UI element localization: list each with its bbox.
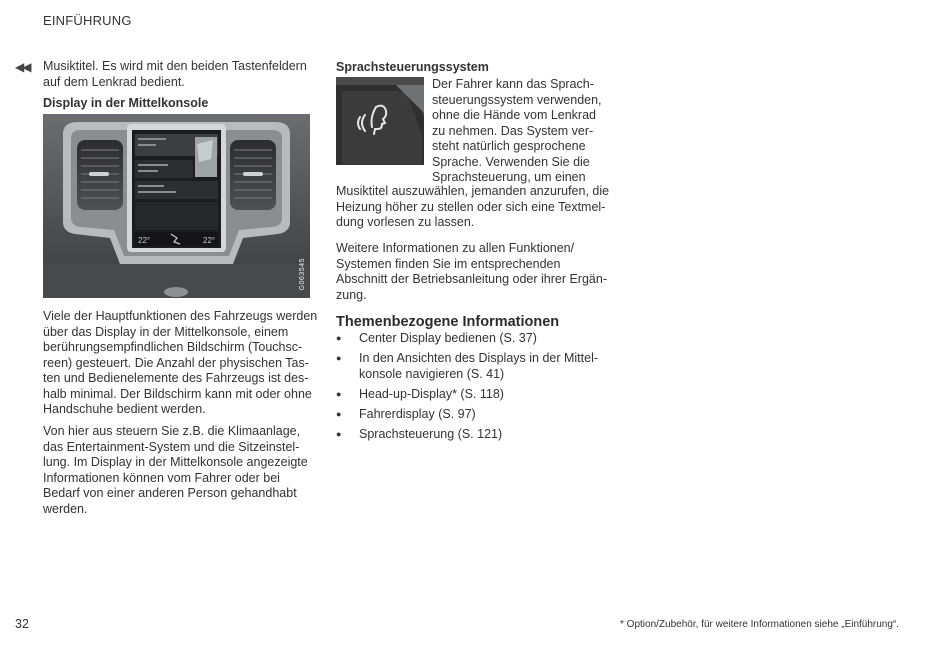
text-line: Bedarf von einer anderen Person gehandhabt (43, 486, 297, 500)
related-link-center-display[interactable]: ● Center Display bedienen (S. 37) (359, 331, 537, 345)
text-line: zu nehmen. Das System ver- (432, 123, 594, 138)
figure-code: G063545 (299, 257, 306, 290)
page-number: 32 (15, 617, 29, 631)
list-item[interactable] (336, 351, 611, 382)
text-line: Sprachsteuerung, um einen (432, 170, 586, 184)
text-line: dung vorlesen zu lassen. (336, 215, 475, 229)
screen-temp-right: 22° (203, 236, 216, 245)
right-wrap-text (432, 77, 612, 186)
text-line: Musiktitel auszuwählen, jemanden anzurufen, die (336, 184, 610, 198)
list-item[interactable] (336, 407, 611, 423)
text-line: steuerungssystem verwenden, (432, 92, 602, 107)
right-paragraph-continuation (336, 184, 610, 231)
text-line: Von hier aus steuern Sie z.B. die Klimaanlage, (43, 424, 301, 438)
text-line: werden. (43, 501, 88, 516)
related-link-display-navigation[interactable]: ● In den Ansichten des Displays in der Mittel- (359, 351, 599, 365)
left-column-intro (43, 59, 313, 90)
related-info-list (336, 331, 611, 447)
related-link-sprachsteuerung[interactable]: ● Sprachsteuerung (S. 121) (359, 426, 503, 441)
text-line: Musiktitel. Es wird mit den beiden Tastenfeldern (43, 59, 307, 73)
text-line: Der Fahrer kann das Sprach- (432, 77, 594, 91)
left-paragraph-2 (43, 424, 313, 517)
screen-temp-left: 22° (138, 236, 151, 245)
text-line: berührungsempfindlichen Bildschirm (Touchsc- (43, 340, 303, 354)
text-line: Sprache. Verwenden Sie die (432, 154, 590, 169)
left-paragraph-1 (43, 309, 318, 418)
text-line: reen) gesteuert. Die Anzahl der physischen Tas- (43, 355, 309, 370)
text-line: steht natürlich gesprochene (432, 139, 586, 153)
subheading-sprachsteuerung: Sprachsteuerungssystem (336, 60, 489, 74)
text-line: Informationen können vom Fahrer oder bei (43, 470, 280, 485)
footnote: * Option/Zubehör, für weitere Informationen siehe „Einführung“. (620, 619, 900, 630)
list-item[interactable] (336, 387, 611, 403)
list-item[interactable] (336, 427, 611, 443)
right-paragraph-2 (336, 241, 606, 303)
text-line: auf dem Lenkrad bedient. (43, 74, 185, 89)
text-line: Abschnitt der Betriebsanleitung oder ihrer Ergän- (336, 272, 607, 286)
list-item[interactable] (336, 331, 611, 347)
related-info-heading: Themenbezogene Informationen (336, 314, 560, 330)
text-line: Handschuhe bedient werden. (43, 402, 206, 416)
voice-control-button-icon (336, 77, 424, 165)
text-line: das Entertainment-System und die Sitzeinstel- (43, 439, 300, 454)
related-link-display-navigation-cont[interactable]: konsole navigieren (S. 41) (359, 366, 505, 381)
text-line: über das Display in der Mittelkonsole, einem (43, 324, 289, 339)
text-line: Weitere Informationen zu allen Funktionen/ (336, 241, 575, 255)
related-link-fahrerdisplay[interactable]: ● Fahrerdisplay (S. 97) (359, 406, 476, 421)
subheading-display-mittelkonsole: Display in der Mittelkonsole (43, 96, 209, 110)
text-line: Heizung höher zu stellen oder sich eine Textmel- (336, 199, 606, 214)
related-link-head-up-display[interactable]: ● Head-up-Display* (S. 118) (359, 386, 504, 401)
text-line: Systemen finden Sie im entsprechenden (336, 256, 561, 271)
text-line: ohne die Hände vom Lenkrad (432, 108, 597, 122)
center-display-illustration (43, 114, 310, 298)
text-line: Viele der Hauptfunktionen des Fahrzeugs werden (43, 309, 318, 323)
text-line: halb minimal. Der Bildschirm kann mit oder ohne (43, 386, 312, 401)
continued-from-previous-icon: ◀◀ (15, 60, 30, 74)
text-line: ten und Bedienelemente des Fahrzeugs ist des- (43, 371, 309, 385)
dashboard-photo-icon (43, 114, 310, 298)
text-line: lung. Im Display in der Mittelkonsole angezeigte (43, 455, 308, 469)
voice-control-illustration (336, 77, 424, 165)
text-line: zung. (336, 287, 367, 302)
page-header-title: EINFÜHRUNG (43, 13, 132, 28)
